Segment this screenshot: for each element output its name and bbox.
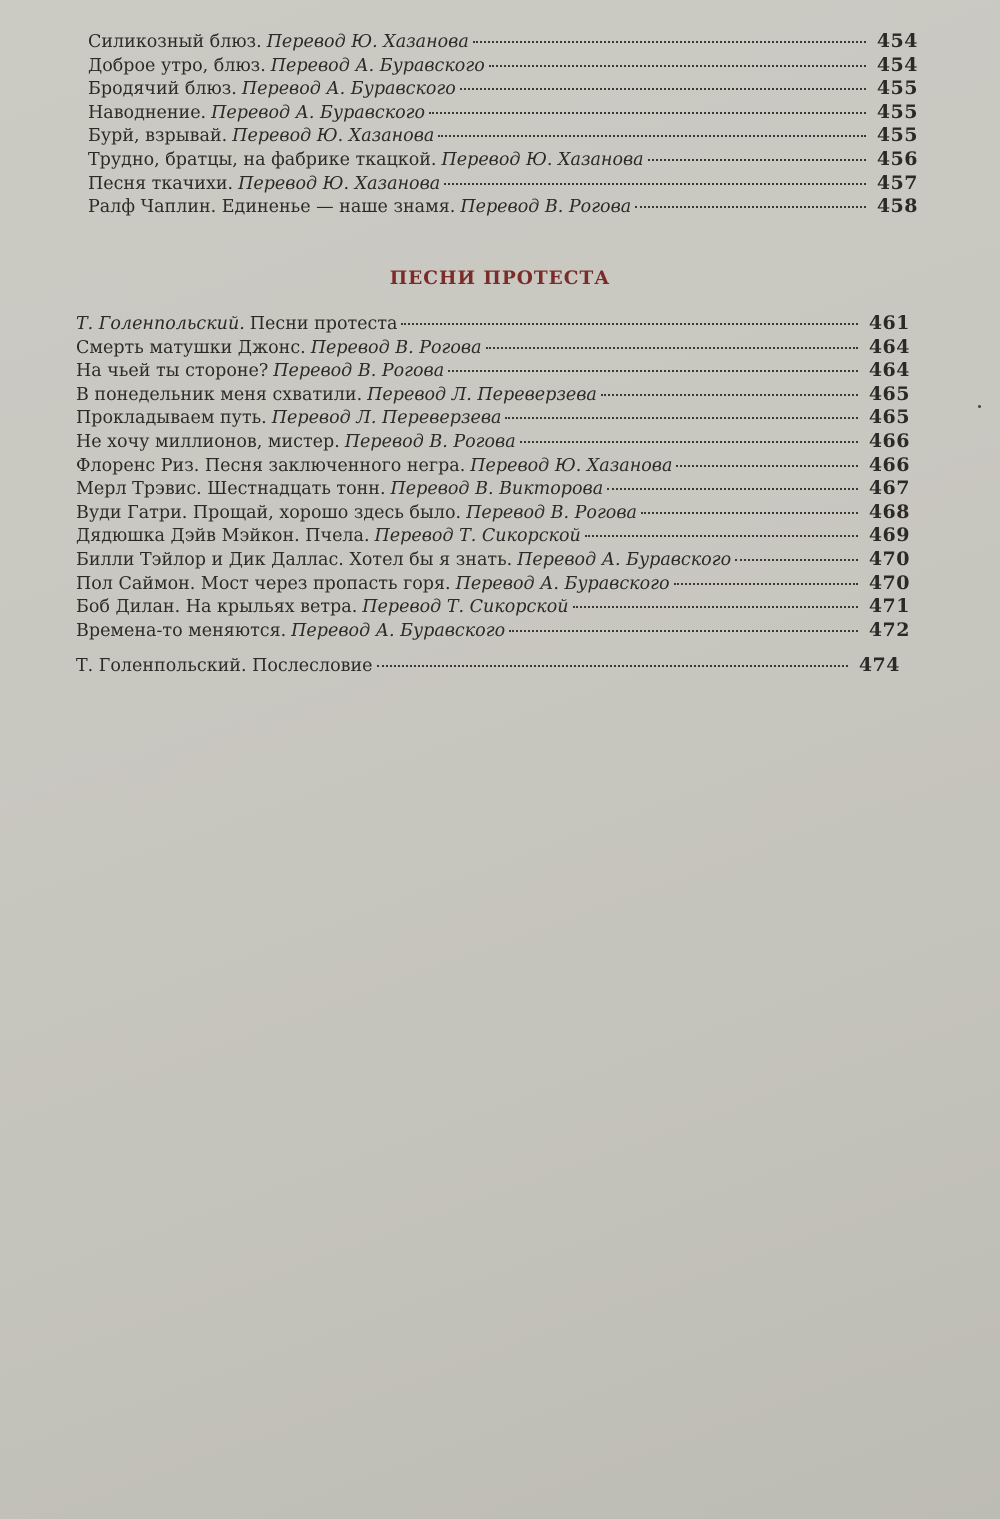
list-item: [76, 430, 910, 454]
entry-translator: Перевод Т. Сикорской: [374, 526, 581, 547]
entry-title: Билли Тэйлор и Дик Даллас. Хотел бы я знать.: [76, 549, 513, 570]
page-number: 454: [876, 53, 918, 76]
list-item: [76, 312, 910, 336]
list-item: [76, 477, 910, 501]
section-heading: ПЕСНИ ПРОТЕСТА: [389, 268, 611, 289]
entry-translator: Перевод Ю. Хазанова: [238, 173, 441, 194]
entry-title: Боб Дилан. На крыльях ветра.: [76, 597, 358, 618]
page-number: 472: [868, 618, 910, 641]
dot-leader: [648, 159, 866, 161]
entry-translator: Перевод А. Буравского: [455, 573, 670, 594]
list-item: [76, 619, 910, 643]
entry-title: Флоренс Риз. Песня заключенного негра.: [76, 455, 466, 476]
list-item: [88, 124, 918, 148]
list-item: [88, 30, 918, 54]
list-item: [76, 548, 910, 572]
entry-translator: Перевод А. Буравского: [291, 620, 506, 641]
entry-title: Прокладываем путь.: [76, 408, 267, 429]
entry-title: Т. Голенпольский. Послесловие: [76, 656, 373, 676]
page-number: 456: [876, 147, 918, 170]
page-number: 458: [876, 195, 918, 218]
dot-leader: [735, 559, 858, 561]
entry-title: Бродячий блюз.: [88, 79, 237, 100]
entry-title: Смерть матушки Джонс.: [76, 337, 306, 358]
list-item: [76, 454, 910, 478]
entry-title: Наводнение.: [88, 102, 207, 123]
entry-title: Времена-то меняются.: [76, 620, 287, 641]
list-item: [88, 172, 918, 196]
dot-leader: [489, 65, 866, 67]
dot-leader: [486, 347, 858, 349]
entry-translator: Перевод В. Рогова: [273, 361, 445, 382]
page-number: 466: [868, 453, 910, 476]
entry-title: Трудно, братцы, на фабрике ткацкой.: [88, 149, 437, 170]
list-item: [88, 195, 918, 219]
entry-title: Мерл Трэвис. Шестнадцать тонн.: [76, 479, 386, 500]
page-number: 455: [876, 77, 918, 100]
dot-leader: [601, 394, 858, 396]
list-item: [76, 501, 910, 525]
page-number: 466: [868, 429, 910, 452]
page-number: 471: [868, 595, 910, 618]
entry-translator: Перевод В. Рогова: [344, 431, 516, 452]
entry-translator: Перевод А. Буравского: [211, 102, 426, 123]
page-number: 465: [868, 406, 910, 429]
dot-leader: [509, 630, 858, 632]
list-item: [76, 524, 910, 548]
entry-translator: Перевод А. Буравского: [241, 79, 456, 100]
entry-translator: Перевод Л. Переверзева: [271, 408, 502, 429]
dot-leader: [607, 488, 858, 490]
dot-leader: [473, 41, 866, 43]
entry-translator: Перевод Ю. Хазанова: [266, 32, 469, 52]
entry-translator: Перевод В. Рогова: [310, 337, 482, 358]
list-item: [76, 406, 910, 430]
print-speck: [978, 405, 981, 408]
page-number: 465: [868, 382, 910, 405]
list-item: [76, 654, 900, 678]
entry-translator: Перевод Т. Сикорской: [362, 597, 569, 618]
list-item: [88, 148, 918, 172]
list-item: [76, 572, 910, 596]
entry-title: На чьей ты стороне?: [76, 361, 269, 382]
page-number: 474: [858, 654, 900, 676]
entry-author: Т. Голенпольский.: [76, 314, 245, 334]
entry-translator: Перевод А. Буравского: [517, 549, 732, 570]
dot-leader: [505, 417, 858, 419]
list-item: [76, 595, 910, 619]
entry-title: Дядюшка Дэйв Мэйкон. Пчела.: [76, 526, 370, 547]
toc-top-list: [88, 30, 918, 219]
entry-translator: Перевод Ю. Хазанова: [470, 455, 673, 476]
entry-title: Пол Саймон. Мост через пропасть горя.: [76, 573, 451, 594]
dot-leader: [674, 583, 858, 585]
dot-leader: [444, 183, 866, 185]
dot-leader: [448, 370, 858, 372]
entry-title: Вуди Гатри. Прощай, хорошо здесь было.: [76, 502, 462, 523]
list-item: [88, 101, 918, 125]
entry-translator: Перевод В. Рогова: [466, 502, 637, 523]
page-number: 464: [868, 335, 910, 358]
dot-leader: [401, 323, 858, 325]
dot-leader: [676, 465, 858, 467]
dot-leader: [641, 512, 858, 514]
page-number: 461: [868, 312, 910, 334]
entry-title: Бурй, взрывай.: [88, 126, 228, 147]
page-number: 467: [868, 477, 910, 500]
entry-translator: Перевод Ю. Хазанова: [232, 126, 435, 147]
entry-title: Песня ткачихи.: [88, 173, 234, 194]
entry-title: Не хочу миллионов, мистер.: [76, 431, 340, 452]
list-item: [76, 336, 910, 360]
toc-section-list: [76, 312, 910, 642]
entry-title: Ралф Чаплин. Единенье — наше знамя.: [88, 197, 456, 218]
dot-leader: [377, 665, 849, 667]
entry-translator: Перевод В. Викторова: [390, 479, 604, 500]
list-item: [76, 359, 910, 383]
entry-title: Доброе утро, блюз.: [88, 55, 266, 76]
toc-afterword: [76, 654, 900, 678]
page-number: 455: [876, 100, 918, 123]
entry-title: В понедельник меня схватили.: [76, 384, 363, 405]
list-item: [88, 54, 918, 78]
page-number: 457: [876, 171, 918, 194]
dot-leader: [573, 606, 858, 608]
dot-leader: [520, 441, 858, 443]
page-number: 455: [876, 124, 918, 147]
dot-leader: [460, 88, 866, 90]
entry-title: Силикозный блюз.: [88, 32, 262, 52]
page-number: 464: [868, 359, 910, 382]
page-number: 454: [876, 30, 918, 52]
entry-translator: Перевод Л. Переверзева: [367, 384, 597, 405]
entry-title: Песни протеста: [249, 314, 398, 334]
entry-translator: Перевод А. Буравского: [270, 55, 485, 76]
entry-translator: Перевод В. Рогова: [460, 197, 632, 218]
dot-leader: [438, 135, 866, 137]
entry-translator: Перевод Ю. Хазанова: [441, 149, 644, 170]
page-number: 468: [868, 500, 910, 523]
list-item: [88, 77, 918, 101]
page-number: 470: [868, 571, 910, 594]
dot-leader: [635, 206, 866, 208]
page-number: 469: [868, 524, 910, 547]
dot-leader: [429, 112, 866, 114]
list-item: [76, 383, 910, 407]
page-number: 470: [868, 547, 910, 570]
dot-leader: [585, 535, 858, 537]
